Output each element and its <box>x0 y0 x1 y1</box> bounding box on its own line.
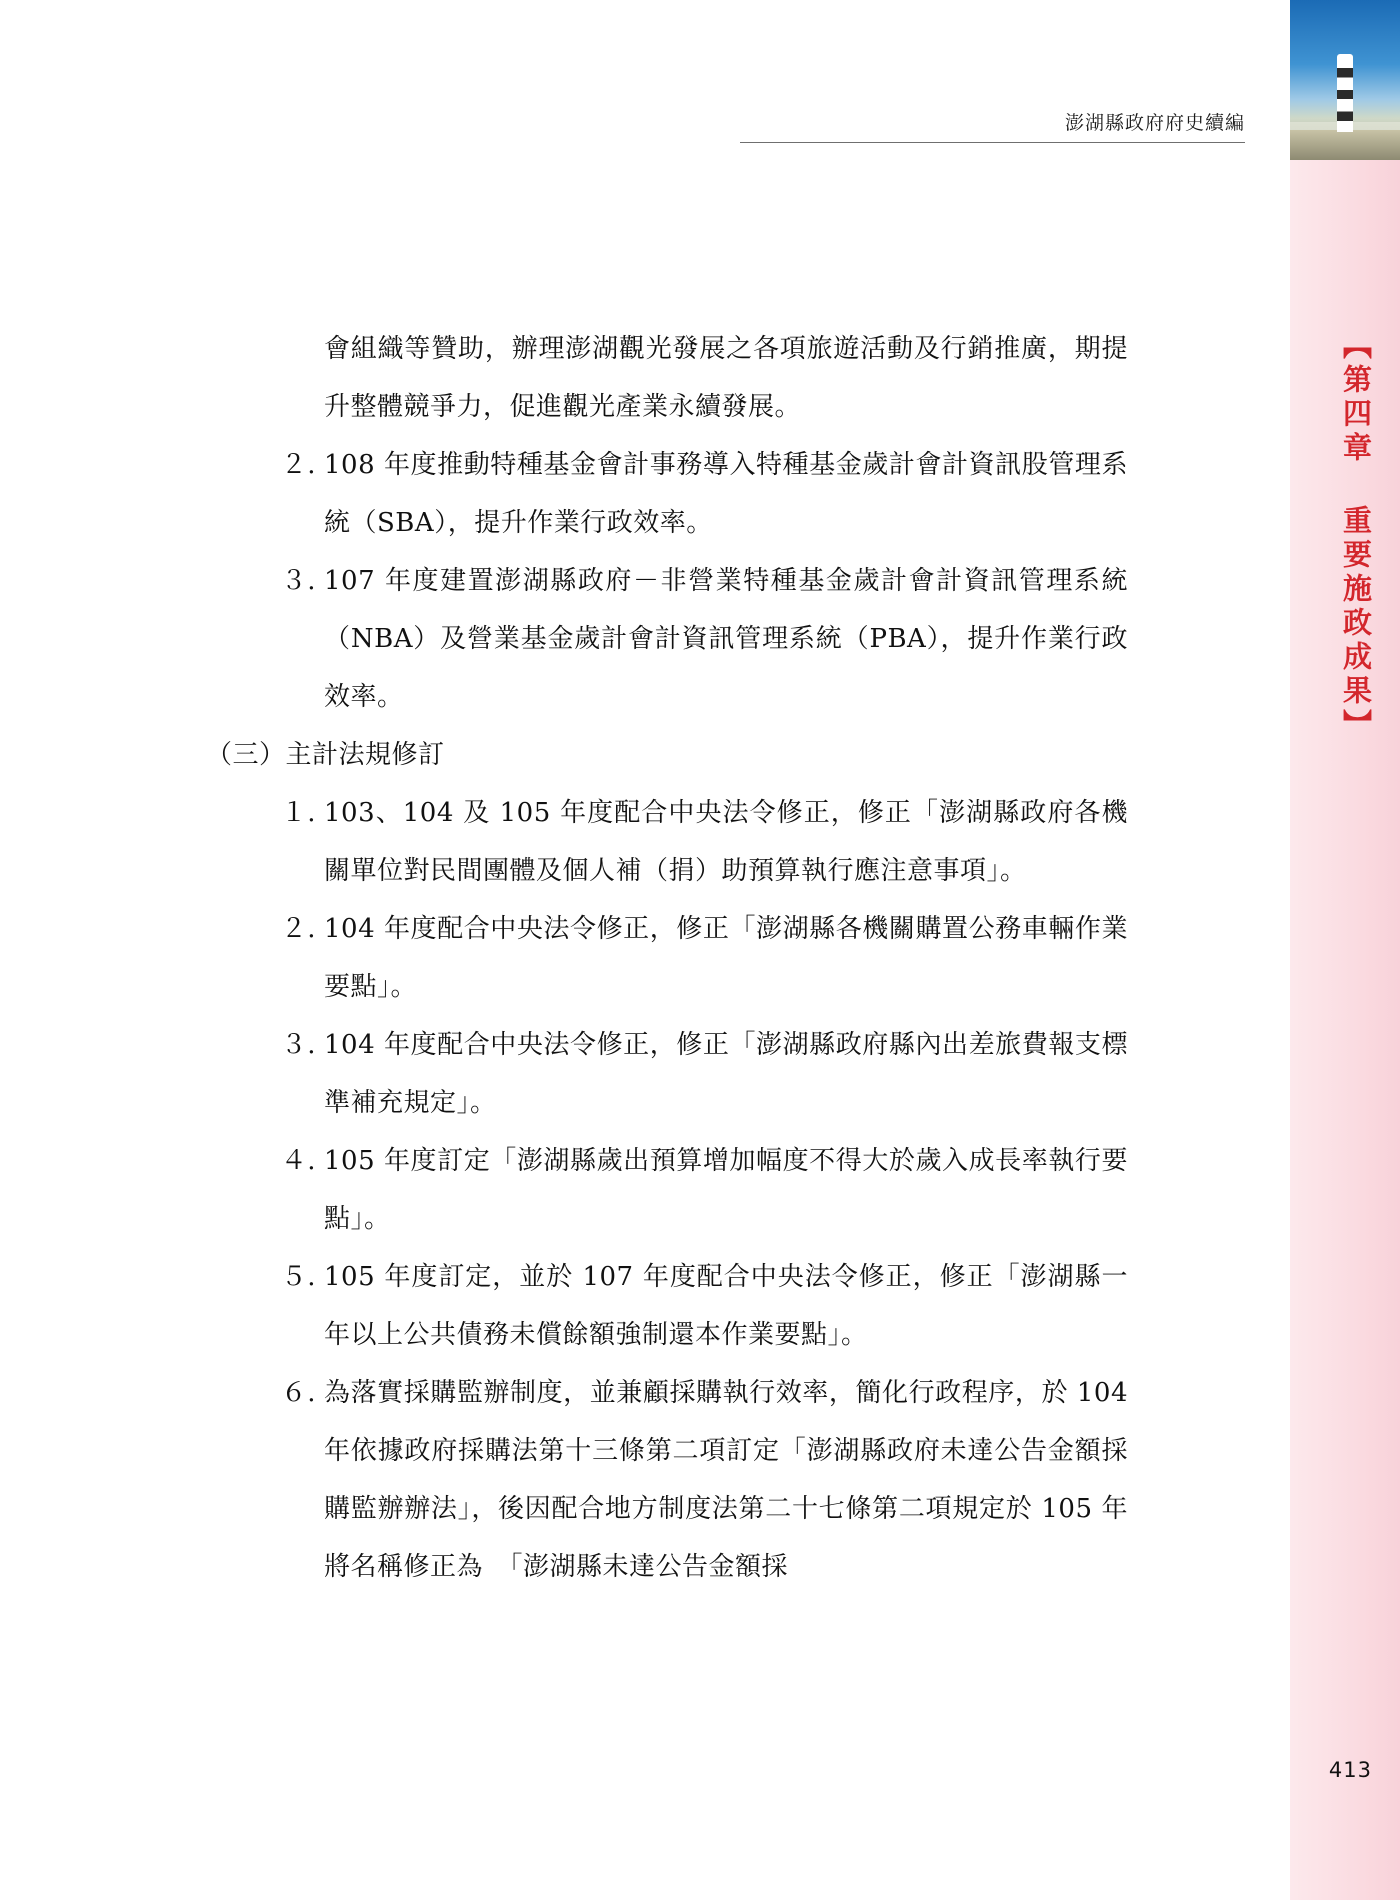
list-marker: ３. <box>280 566 316 596</box>
list-item <box>248 1248 1128 1364</box>
list-item <box>248 552 1128 726</box>
side-decoration-band <box>1290 0 1400 1900</box>
running-header-title: 澎湖縣政府府史續編 <box>1064 112 1245 134</box>
list-item-text: 為落實採購監辦制度，並兼顧採購執行效率，簡化行政程序，於 104 年依據政府採購法第十三條第二項訂定「澎湖縣政府未達公告金額採購監辦辦法」，後因配合地方制度法第二十七條第二項規定於 105 年將名稱修正為 「澎湖縣未達公告金額採 <box>324 1378 1128 1582</box>
chapter-tag: 【第四章 重要施政成果】 <box>1339 330 1373 743</box>
list-marker: ２. <box>280 450 316 480</box>
body-content <box>206 320 1128 1596</box>
paragraph-continuation: 會組織等贊助，辦理澎湖觀光發展之各項旅遊活動及行銷推廣，期提升整體競爭力，促進觀光產業永續發展。 <box>324 334 1128 422</box>
section-heading: （三）主計法規修訂 <box>206 740 445 770</box>
list-item-text: 107 年度建置澎湖縣政府－非營業特種基金歲計會計資訊管理系統（NBA）及營業基金歲計會計資訊管理系統（PBA），提升作業行政效率。 <box>324 566 1128 712</box>
list-marker: ５. <box>280 1262 316 1292</box>
list-item <box>248 900 1128 1016</box>
list-item-text: 104 年度配合中央法令修正，修正「澎湖縣各機關購置公務車輛作業要點」。 <box>324 914 1128 1002</box>
lighthouse-photo <box>1290 0 1400 160</box>
list-item-text: 104 年度配合中央法令修正，修正「澎湖縣政府縣內出差旅費報支標準補充規定」。 <box>324 1030 1128 1118</box>
list-marker: ４. <box>280 1146 316 1176</box>
list-marker: ３. <box>280 1030 316 1060</box>
lighthouse-icon <box>1337 54 1353 132</box>
page-number: 413 <box>1328 1758 1372 1782</box>
list-marker: ６. <box>280 1378 316 1408</box>
list-item-text: 108 年度推動特種基金會計事務導入特種基金歲計會計資訊股管理系統（SBA），提升作業行政效率。 <box>324 450 1128 538</box>
list-marker: ２. <box>280 914 316 944</box>
ground-shape <box>1290 130 1400 160</box>
list-item <box>248 784 1128 900</box>
list-item <box>248 1132 1128 1248</box>
list-item <box>248 1364 1128 1596</box>
list-item-text: 105 年度訂定「澎湖縣歲出預算增加幅度不得大於歲入成長率執行要點」。 <box>324 1146 1128 1234</box>
list-item-text: 103、104 及 105 年度配合中央法令修正，修正「澎湖縣政府各機關單位對民間團體及個人補（捐）助預算執行應注意事項」。 <box>324 798 1128 886</box>
list-item-text: 105 年度訂定，並於 107 年度配合中央法令修正，修正「澎湖縣一年以上公共債務未償餘額強制還本作業要點」。 <box>324 1262 1128 1350</box>
list-item <box>248 436 1128 552</box>
list-marker: １. <box>280 798 316 828</box>
list-item <box>248 1016 1128 1132</box>
header-rule <box>740 142 1245 143</box>
